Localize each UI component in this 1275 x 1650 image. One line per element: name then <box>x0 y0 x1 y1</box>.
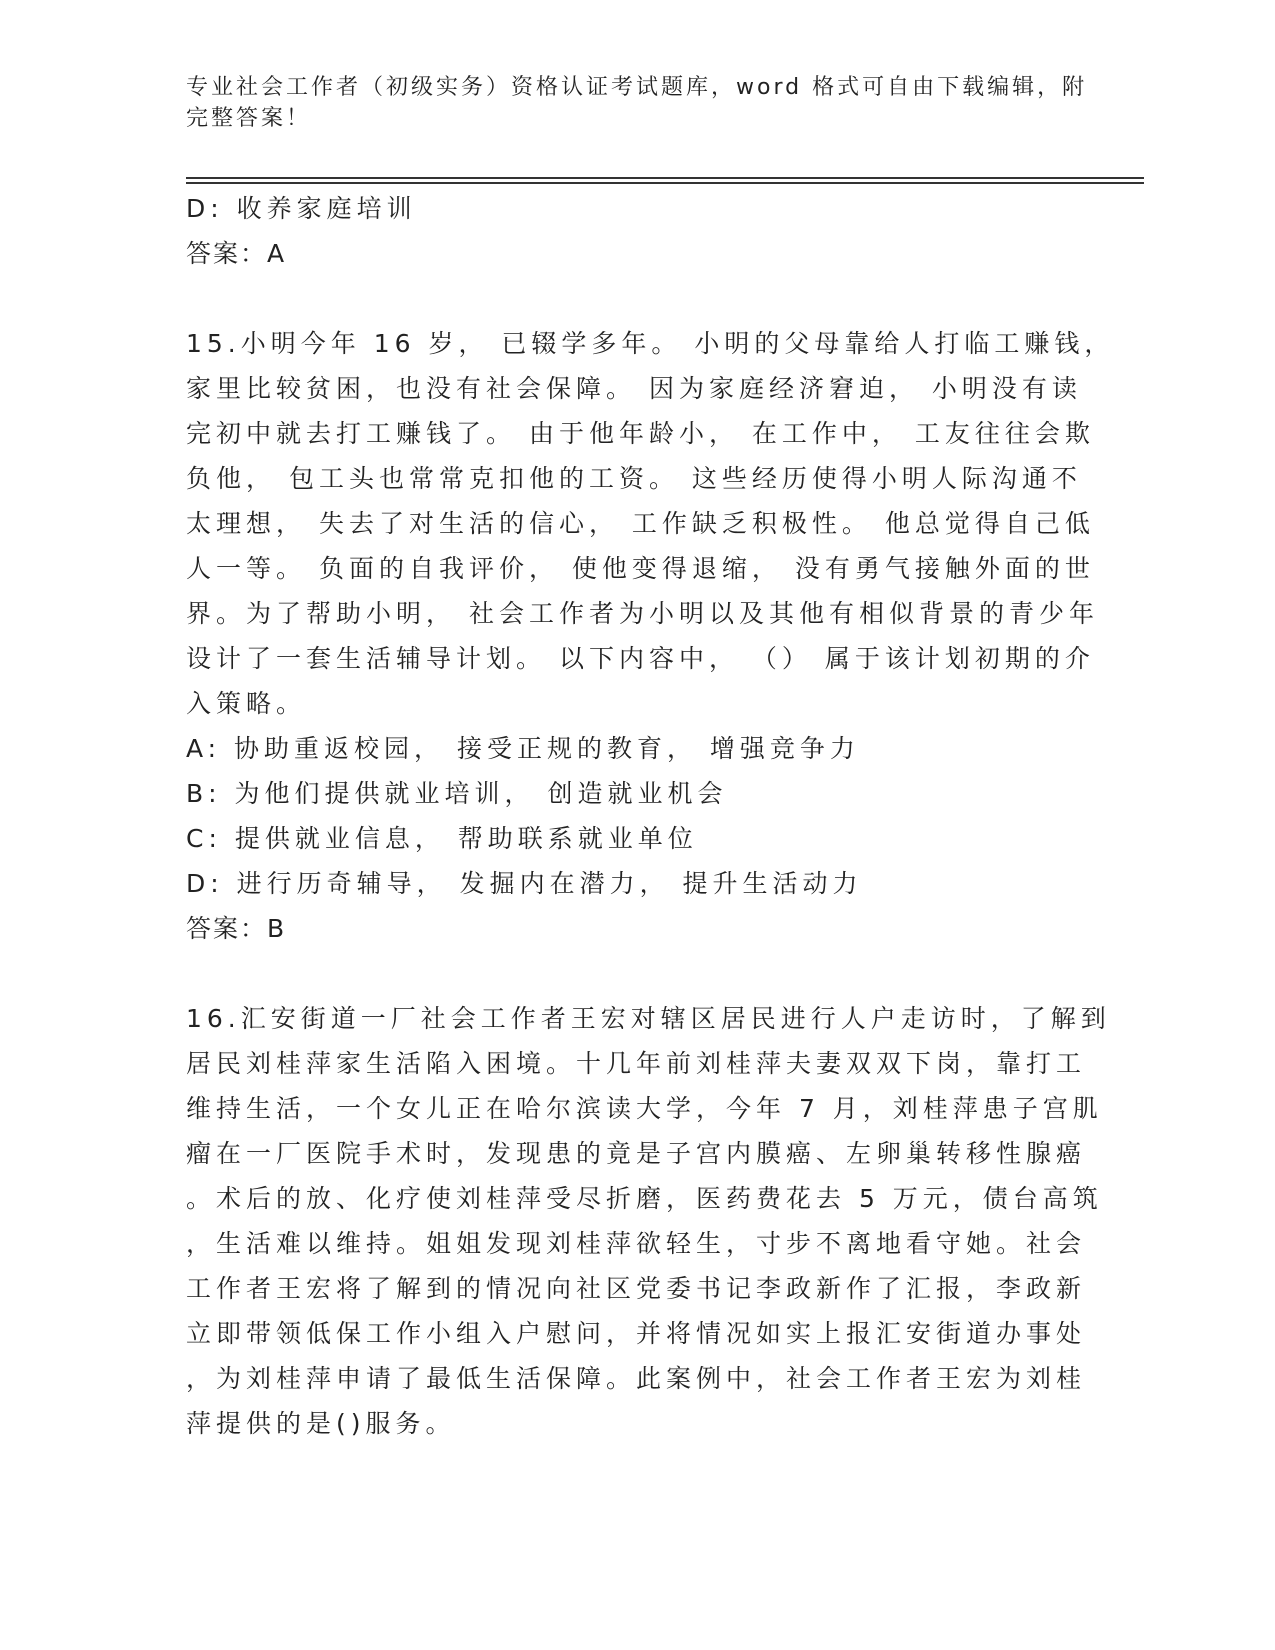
option-a: A: 协助重返校园， 接受正规的教育， 增强竞争力 <box>186 734 860 763</box>
question-line: 人一等。 负面的自我评价， 使他变得退缩， 没有勇气接触外面的世 <box>186 554 1095 583</box>
question-line: 界。为了帮助小明， 社会工作者为小明以及其他有相似背景的青少年 <box>186 599 1099 628</box>
question-line: 维持生活，一个女儿正在哈尔滨读大学，今年 7 月，刘桂萍患子宫肌 <box>186 1094 1103 1123</box>
question-line: 完初中就去打工赚钱了。 由于他年龄小， 在工作中， 工友往往会欺 <box>186 419 1095 448</box>
question-15 <box>186 321 1115 951</box>
header-line: 完整答案！ <box>186 106 312 131</box>
question-line: 太理想， 失去了对生活的信心， 工作缺乏积极性。 他总觉得自己低 <box>186 509 1095 538</box>
header-line: 专业社会工作者（初级实务）资格认证考试题库，word 格式可自由下载编辑，附 <box>186 75 1088 100</box>
question-line: 瘤在一厂医院手术时，发现患的竟是子宫内膜癌、左卵巢转移性腺癌 <box>186 1139 1087 1168</box>
question-line: 立即带领低保工作小组入户慰问，并将情况如实上报汇安街道办事处 <box>186 1319 1087 1348</box>
spacer <box>186 276 1106 321</box>
header-divider <box>186 177 1144 179</box>
question-line: 入策略。 <box>186 689 307 718</box>
question-line: ，生活难以维持。姐姐发现刘桂萍欲轻生，寸步不离地看守她。社会 <box>186 1229 1087 1258</box>
question-line: 。术后的放、化疗使刘桂萍受尽折磨，医药费花去 5 万元，债台高筑 <box>186 1184 1103 1213</box>
option-d: D: 收养家庭培训 <box>186 194 417 223</box>
question-line: 工作者王宏将了解到的情况向社区党委书记李政新作了汇报，李政新 <box>186 1274 1087 1303</box>
header-divider <box>186 182 1144 184</box>
option-b: B: 为他们提供就业培训， 创造就业机会 <box>186 779 728 808</box>
question-line: 设计了一套生活辅导计划。 以下内容中， （） 属于该计划初期的介 <box>186 644 1095 673</box>
spacer <box>186 951 1106 996</box>
option-c: C: 提供就业信息， 帮助联系就业单位 <box>186 824 698 853</box>
document-body <box>186 186 1115 1446</box>
answer: 答案：A <box>186 239 287 268</box>
question-line: 家里比较贫困，也没有社会保障。 因为家庭经济窘迫， 小明没有读 <box>186 374 1082 403</box>
question-line: 萍提供的是()服务。 <box>186 1409 456 1438</box>
question-line: 居民刘桂萍家生活陷入困境。十几年前刘桂萍夫妻双双下岗，靠打工 <box>186 1049 1087 1078</box>
question-16 <box>186 996 1111 1446</box>
answer: 答案：B <box>186 914 287 943</box>
question-line: 16.汇安街道一厂社会工作者王宏对辖区居民进行人户走访时，了解到 <box>186 1004 1111 1033</box>
question-line: ，为刘桂萍申请了最低生活保障。此案例中，社会工作者王宏为刘桂 <box>186 1364 1087 1393</box>
option-d: D: 进行历奇辅导， 发掘内在潜力， 提升生活动力 <box>186 869 863 898</box>
question-line: 负他， 包工头也常常克扣他的工资。 这些经历使得小明人际沟通不 <box>186 464 1082 493</box>
question-line: 15.小明今年 16 岁， 已辍学多年。 小明的父母靠给人打临工赚钱， <box>186 329 1115 358</box>
document-header <box>186 72 1088 134</box>
